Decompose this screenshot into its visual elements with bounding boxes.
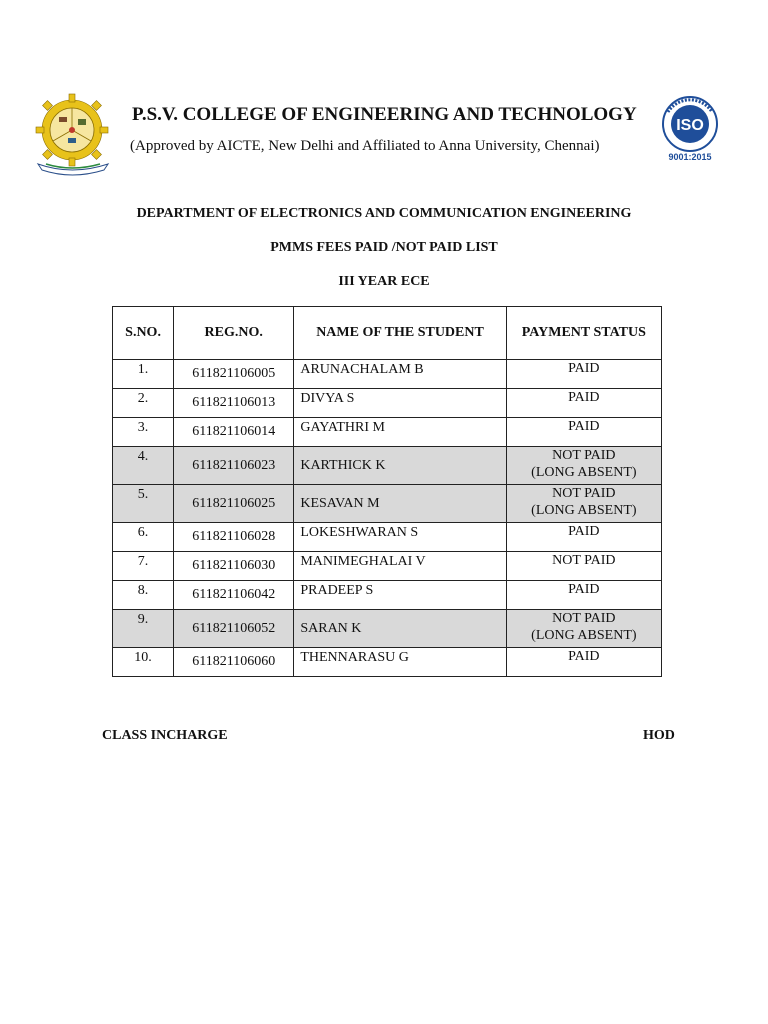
status-text: PAID	[568, 390, 600, 405]
hod-signature-label: HOD	[643, 728, 675, 743]
cell-status	[506, 418, 661, 447]
status-text: PAID	[568, 649, 600, 664]
list-title: PMMS FEES PAID /NOT PAID LIST	[270, 240, 498, 255]
cell-sno: 6.	[113, 523, 174, 552]
cell-name: PRADEEP S	[294, 581, 506, 610]
cell-name: MANIMEGHALAI V	[294, 552, 506, 581]
cell-status	[506, 523, 661, 552]
cell-regno: 611821106028	[174, 523, 294, 552]
cell-regno: 611821106005	[174, 360, 294, 389]
year-heading: III YEAR ECE	[338, 274, 430, 289]
cell-name: SARAN K	[294, 610, 506, 648]
status-note: (LONG ABSENT)	[531, 465, 637, 480]
cell-status	[506, 485, 661, 523]
cell-regno: 611821106014	[174, 418, 294, 447]
cell-status	[506, 389, 661, 418]
fees-status-table	[112, 306, 662, 677]
cell-name: ARUNACHALAM B	[294, 360, 506, 389]
iso-number: 9001:2015	[668, 152, 712, 162]
cell-status	[506, 360, 661, 389]
cell-sno: 7.	[113, 552, 174, 581]
cell-regno: 611821106023	[174, 447, 294, 485]
department-heading: DEPARTMENT OF ELECTRONICS AND COMMUNICATION ENGINEERING	[136, 206, 632, 221]
cell-regno: 611821106052	[174, 610, 294, 648]
cell-name: LOKESHWARAN S	[294, 523, 506, 552]
table-row	[113, 418, 662, 447]
cell-sno: 3.	[113, 418, 174, 447]
cell-regno: 611821106013	[174, 389, 294, 418]
status-text: NOT PAID	[552, 553, 616, 568]
table-row	[113, 523, 662, 552]
status-text: PAID	[568, 524, 600, 539]
cell-status	[506, 552, 661, 581]
college-name: P.S.V. COLLEGE OF ENGINEERING AND TECHNOLOGY	[132, 104, 637, 125]
table-row	[113, 360, 662, 389]
cell-sno: 8.	[113, 581, 174, 610]
table-header-row	[113, 307, 662, 360]
table-row	[113, 389, 662, 418]
table-row	[113, 610, 662, 648]
header-name: NAME OF THE STUDENT	[294, 307, 506, 360]
status-note: (LONG ABSENT)	[531, 628, 637, 643]
cell-sno: 10.	[113, 648, 174, 677]
cell-regno: 611821106060	[174, 648, 294, 677]
cell-status	[506, 610, 661, 648]
table-row	[113, 485, 662, 523]
table-row	[113, 552, 662, 581]
cell-status	[506, 581, 661, 610]
iso-badge-icon	[654, 92, 726, 164]
cell-name: KARTHICK K	[294, 447, 506, 485]
cell-name: GAYATHRI M	[294, 418, 506, 447]
cell-regno: 611821106042	[174, 581, 294, 610]
status-text: PAID	[568, 361, 600, 376]
cell-sno: 2.	[113, 389, 174, 418]
college-affiliation: (Approved by AICTE, New Delhi and Affiliated to Anna University, Chennai)	[130, 138, 600, 154]
cell-name: DIVYA S	[294, 389, 506, 418]
header-sno: S.NO.	[113, 307, 174, 360]
cell-sno: 5.	[113, 485, 174, 523]
cell-regno: 611821106025	[174, 485, 294, 523]
table-row	[113, 447, 662, 485]
header-payment-status: PAYMENT STATUS	[506, 307, 661, 360]
header-regno: REG.NO.	[174, 307, 294, 360]
class-incharge-signature-label: CLASS INCHARGE	[102, 728, 228, 743]
status-text: NOT PAID	[552, 486, 616, 501]
cell-sno: 9.	[113, 610, 174, 648]
status-text: NOT PAID	[552, 448, 616, 463]
status-note: (LONG ABSENT)	[531, 503, 637, 518]
cell-sno: 4.	[113, 447, 174, 485]
status-text: NOT PAID	[552, 611, 616, 626]
table-row	[113, 581, 662, 610]
cell-name: KESAVAN M	[294, 485, 506, 523]
status-text: PAID	[568, 419, 600, 434]
status-text: PAID	[568, 582, 600, 597]
cell-status	[506, 648, 661, 677]
college-emblem-icon	[32, 92, 114, 176]
cell-status	[506, 447, 661, 485]
iso-label: ISO	[676, 117, 704, 134]
table-row	[113, 648, 662, 677]
cell-regno: 611821106030	[174, 552, 294, 581]
cell-sno: 1.	[113, 360, 174, 389]
cell-name: THENNARASU G	[294, 648, 506, 677]
